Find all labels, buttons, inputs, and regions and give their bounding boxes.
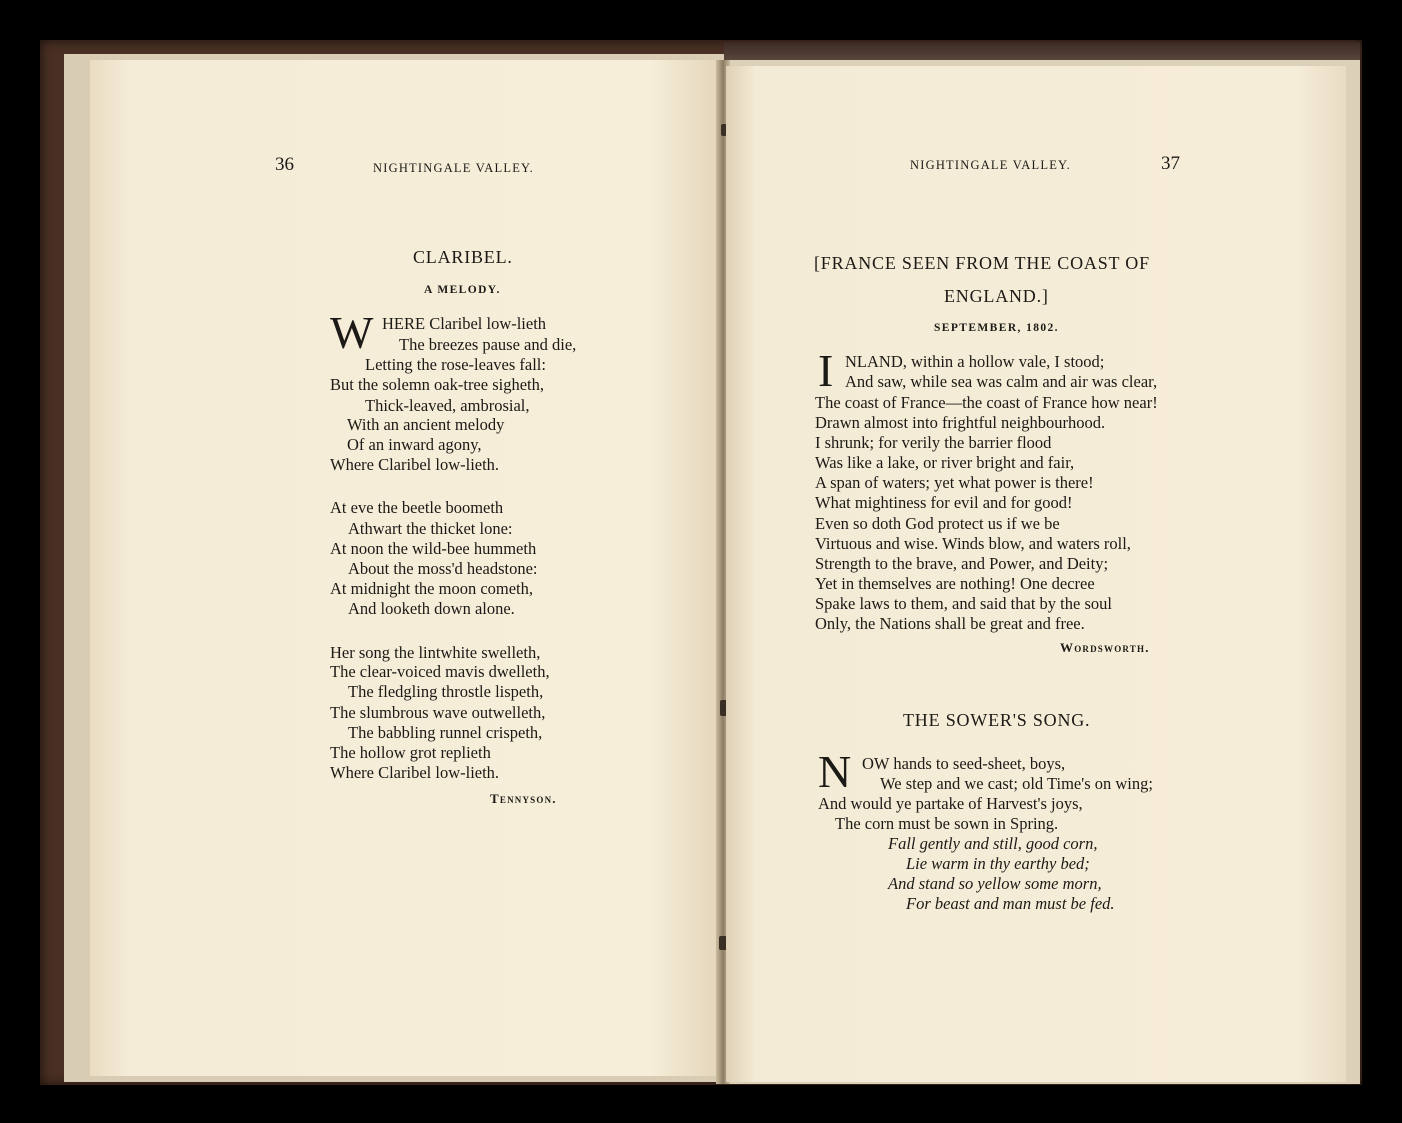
poem-line: The fledgling throstle lispeth, — [348, 682, 544, 701]
poem-line: And would ye partake of Harvest's joys, — [818, 794, 1083, 813]
drop-cap-n: N — [818, 746, 852, 797]
page-number-right: 37 — [1161, 153, 1180, 174]
poem-line: Yet in themselves are nothing! One decree — [815, 574, 1095, 593]
refrain-line: For beast and man must be fed. — [906, 894, 1115, 913]
drop-cap-w: W — [330, 307, 374, 358]
poem-line: About the moss'd headstone: — [348, 559, 538, 578]
page-number-left: 36 — [275, 154, 294, 175]
poem-line: But the solemn oak-tree sigheth, — [330, 375, 544, 394]
author-tennyson: Tennyson. — [490, 791, 557, 806]
poem-subtitle-melody: A MELODY. — [424, 284, 501, 296]
drop-cap-i: I — [818, 345, 834, 396]
poem-line: Athwart the thicket lone: — [348, 519, 513, 538]
poem-line: Only, the Nations shall be great and free. — [815, 614, 1085, 633]
poem-title-sowers-song: THE SOWER'S SONG. — [903, 710, 1091, 730]
poem-line: Letting the rose-leaves fall: — [365, 355, 546, 374]
poem-line: The babbling runnel crispeth, — [348, 723, 543, 742]
poem-line: What mightiness for evil and for good! — [815, 493, 1073, 512]
poem-line: Even so doth God protect us if we be — [815, 514, 1060, 533]
poem-line: And looketh down alone. — [348, 599, 515, 618]
poem-line: At midnight the moon cometh, — [330, 579, 534, 598]
poem-line: HERE Claribel low-lieth — [382, 314, 547, 333]
poem-line: Was like a lake, or river bright and fair, — [815, 453, 1075, 472]
poem-line: Where Claribel low-lieth. — [330, 763, 500, 782]
poem-line: At noon the wild-bee hummeth — [330, 539, 537, 558]
poem-line: The coast of France—the coast of France how near! — [815, 393, 1158, 412]
poem-line: The corn must be sown in Spring. — [835, 814, 1059, 833]
refrain-line: Lie warm in thy earthy bed; — [906, 854, 1090, 873]
poem-line: Her song the lintwhite swelleth, — [330, 643, 541, 662]
poem-line: I shrunk; for verily the barrier flood — [815, 433, 1052, 452]
poem-line: The slumbrous wave outwelleth, — [330, 703, 546, 722]
poem-line: Of an inward agony, — [347, 435, 482, 454]
poem-line: Spake laws to them, and said that by the soul — [815, 594, 1112, 613]
running-head-right: NIGHTINGALE VALLEY. — [910, 158, 1071, 172]
poem-line: The clear-voiced mavis dwelleth, — [330, 662, 550, 681]
poem-line: A span of waters; yet what power is there! — [815, 473, 1094, 492]
poem-line: Thick-leaved, ambrosial, — [365, 396, 530, 415]
poem-line: The breezes pause and die, — [399, 335, 577, 354]
refrain-line: Fall gently and still, good corn, — [888, 834, 1098, 853]
poem-line: Virtuous and wise. Winds blow, and waters roll, — [815, 534, 1131, 553]
author-wordsworth: Wordsworth. — [1060, 640, 1150, 655]
poem-line: NLAND, within a hollow vale, I stood; — [845, 352, 1105, 371]
poem-line: We step and we cast; old Time's on wing; — [880, 774, 1153, 793]
poem-subtitle-date: SEPTEMBER, 1802. — [934, 322, 1059, 334]
poem-line: Strength to the brave, and Power, and Deity; — [815, 554, 1109, 573]
running-head-left: NIGHTINGALE VALLEY. — [373, 161, 534, 175]
poem-title-france-line2: ENGLAND.] — [944, 286, 1049, 306]
poem-line: The hollow grot replieth — [330, 743, 491, 762]
poem-title-claribel: CLARIBEL. — [413, 247, 513, 267]
poem-line: OW hands to seed-sheet, boys, — [862, 754, 1066, 773]
poem-line: Drawn almost into frightful neighbourhood. — [815, 413, 1106, 432]
poem-line: At eve the beetle boometh — [330, 498, 504, 517]
poem-line: And saw, while sea was calm and air was clear, — [845, 372, 1158, 391]
refrain-line: And stand so yellow some morn, — [888, 874, 1102, 893]
poem-title-france-line1: [FRANCE SEEN FROM THE COAST OF — [814, 253, 1150, 273]
poem-line: With an ancient melody — [347, 415, 505, 434]
poem-line: Where Claribel low-lieth. — [330, 455, 500, 474]
